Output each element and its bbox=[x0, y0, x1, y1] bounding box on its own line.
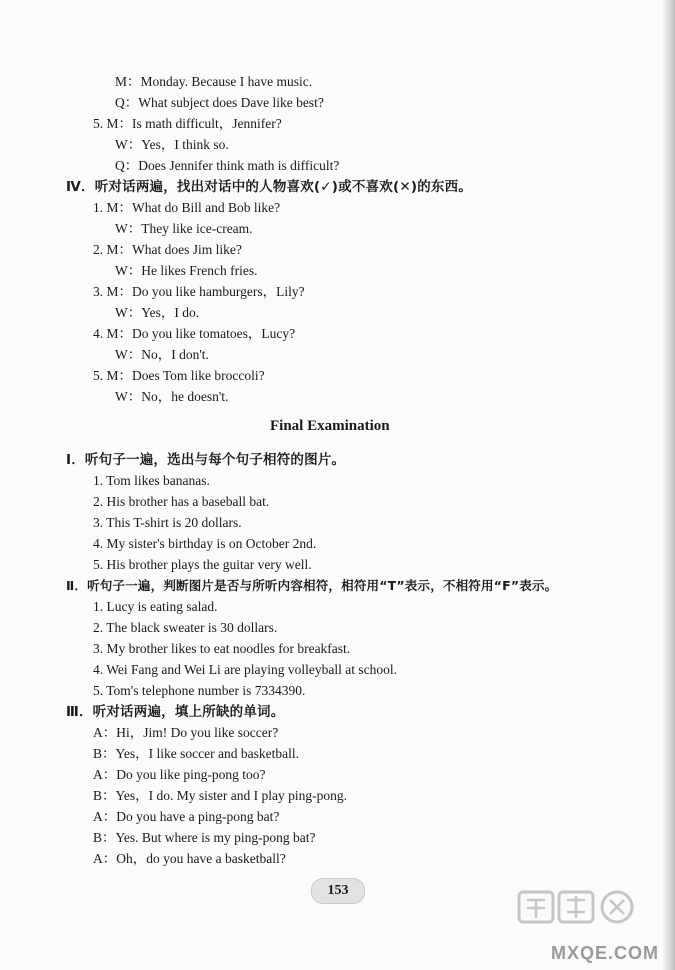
dialogue-line: W：They like ice-cream. bbox=[115, 221, 253, 236]
dialogue-line: 1. M：What do Bill and Bob like? bbox=[93, 200, 281, 215]
dialogue-line: A：Oh，do you have a basketball? bbox=[93, 851, 286, 866]
dialogue-line: W：No，he doesn't. bbox=[115, 389, 229, 404]
sentence-line: 5. His brother plays the guitar very well. bbox=[93, 557, 312, 572]
dialogue-line: A：Hi，Jim! Do you like soccer? bbox=[93, 725, 279, 740]
sentence-line: 3. This T-shirt is 20 dollars. bbox=[93, 515, 242, 530]
dialogue-line: Q：Does Jennifer think math is difficult? bbox=[115, 158, 340, 173]
dialogue-line: Q：What subject does Dave like best? bbox=[115, 95, 324, 110]
watermark-text: MXQE.COM bbox=[550, 943, 659, 963]
dialogue-line: M：Monday. Because I have music. bbox=[115, 74, 313, 89]
dialogue-line: W：He likes French fries. bbox=[115, 263, 258, 278]
dialogue-line: 5. M：Is math difficult，Jennifer? bbox=[93, 116, 282, 131]
sentence-line: 4. Wei Fang and Wei Li are playing volleyball at school. bbox=[93, 662, 398, 677]
dialogue-line: 2. M：What does Jim like? bbox=[93, 242, 242, 257]
page-edge-shadow bbox=[663, 0, 675, 970]
section-1-header: Ⅰ．听句子一遍，选出与每个句子相符的图片。 bbox=[66, 452, 346, 468]
exam-title: Final Examination bbox=[270, 418, 390, 434]
dialogue-line: A：Do you like ping-pong too? bbox=[93, 767, 266, 782]
sentence-line: 4. My sister's birthday is on October 2nd. bbox=[93, 536, 317, 551]
dialogue-line: 3. M：Do you like hamburgers，Lily? bbox=[93, 284, 305, 299]
section-3-header: Ⅲ．听对话两遍，填上所缺的单词。 bbox=[66, 704, 285, 720]
dialogue-line: W：No，I don't. bbox=[115, 347, 209, 362]
sentence-line: 2. The black sweater is 30 dollars. bbox=[93, 620, 278, 635]
dialogue-line: A：Do you have a ping-pong bat? bbox=[93, 809, 280, 824]
sentence-line: 1. Tom likes bananas. bbox=[93, 473, 210, 488]
dialogue-line: B：Yes，I do. My sister and I play ping-pong. bbox=[93, 788, 347, 803]
dialogue-line: 5. M：Does Tom like broccoli? bbox=[93, 368, 265, 383]
dialogue-line: W：Yes，I do. bbox=[115, 305, 200, 320]
page-number: 153 bbox=[311, 878, 365, 904]
dialogue-line: B：Yes. But where is my ping-pong bat? bbox=[93, 830, 316, 845]
dialogue-line: W：Yes，I think so. bbox=[115, 137, 229, 152]
sentence-line: 3. My brother likes to eat noodles for breakfast. bbox=[93, 641, 351, 656]
sentence-line: 1. Lucy is eating salad. bbox=[93, 599, 218, 614]
section-4-header: Ⅳ．听对话两遍，找出对话中的人物喜欢(✓)或不喜欢(✕)的东西。 bbox=[66, 179, 473, 195]
sentence-line: 5. Tom's telephone number is 7334390. bbox=[93, 683, 306, 698]
section-2-header: Ⅱ．听句子一遍，判断图片是否与所听内容相符，相符用“T”表示，不相符用“F”表示。 bbox=[66, 578, 558, 593]
sentence-line: 2. His brother has a baseball bat. bbox=[93, 494, 270, 509]
dialogue-line: 4. M：Do you like tomatoes，Lucy? bbox=[93, 326, 296, 341]
dialogue-line: B：Yes，I like soccer and basketball. bbox=[93, 746, 299, 761]
